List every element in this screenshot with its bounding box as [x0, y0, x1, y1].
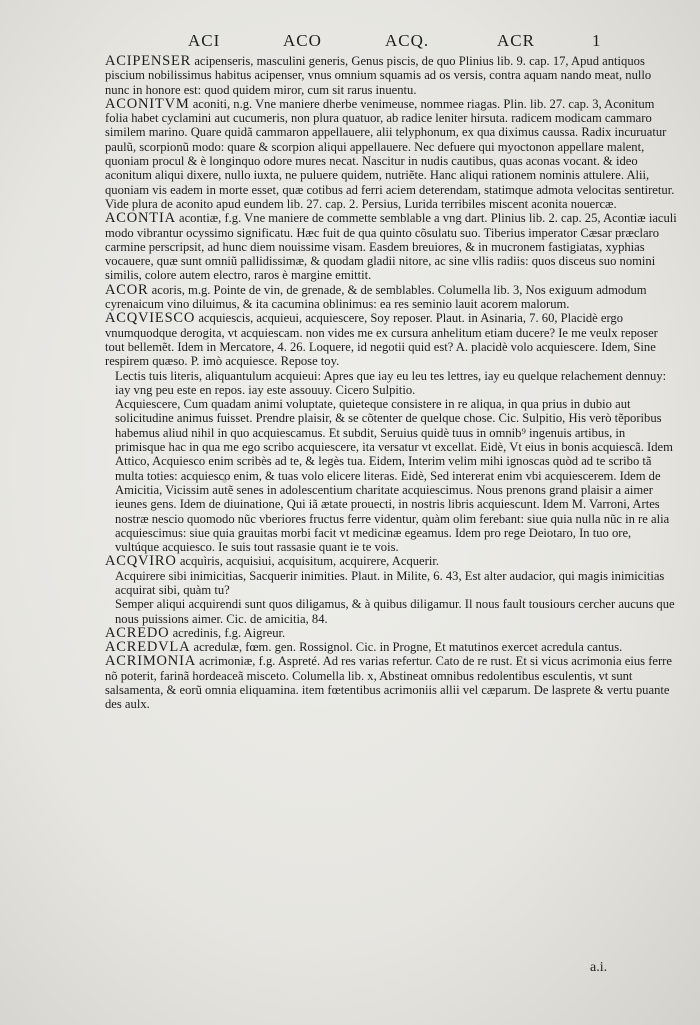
entry-text: acipenseris, masculini generis, Genus piscis, de quo Plinius lib. 9. cap. 17, Apud antiquos piscium nobilissimus habitus acipenser, vnus omnium squamis ad os versis, contra aquam nando meat, nullo nunc in honore est: quod quidem miror, cum sit rarus inuentu.: [105, 54, 652, 97]
running-head: [0, 31, 700, 53]
headword: ACONITVM: [105, 95, 190, 112]
running-head-acr: ACR: [497, 31, 535, 50]
entry-text: Acquirere sibi inimicitias, Sacquerir inimities. Plaut. in Milite, 6. 43, Est alter audacior, qui magis inimicitias acquirat sibi, quàm tu?: [115, 568, 665, 597]
entry-acrimonia: [105, 654, 677, 711]
entry-acquiesco: [105, 311, 677, 368]
entry-text: acquiescis, acquieui, acquiescere, Soy reposer. Plaut. in Asinaria, 7. 60, Placidè ergo vnumquodque derogita, vt acquiescam. non vides me ex cursura anhelitum etiam ducere? Ie me veulx reposer tout bellemẽt. Idem in Mercatore, 4. 26. Loquere, id negotii quid est? A. placidè volo acquiescere. Idem, Sine respirem quæso. P. imò acquiesce. Repose toy.: [105, 311, 658, 369]
entry-text: Lectis tuis literis, aliquantulum acquieui: Apres que iay eu leu tes lettres, iay eu quelque relachement dennuy: iay vng peu este en repos. iay este assouuy. Cicero Sulpitio.: [115, 368, 667, 397]
entry-text: acoris, m.g. Pointe de vin, de grenade, & de semblables. Columella lib. 3, Nos exiguum admodum cyrenaicum vino diluimus, & ita cacumina oblinimus: ea res seminio lauit acorem malorum.: [105, 282, 647, 312]
subentry-acquiescere: [105, 397, 677, 554]
headword: ACOR: [105, 281, 149, 298]
subentry-semper: [105, 597, 677, 626]
entry-text: acquìris, acquisiui, acquisitum, acquirere, Acquerir.: [179, 554, 439, 569]
headword: ACRIMONIA: [105, 653, 196, 670]
entry-text: aconiti, n.g. Vne maniere dherbe venimeuse, nommee riagas. Plin. lib. 27. cap. 3, Aconitum folia habet cyclamini aut cucumeris, non plura quatuor, ab radice leniter hirsuta. radicem modicam cammaro similem marino. Quare quidã cammaron appellauere, alii telyphonum, ex qua diximus caussa. Radix incuruatur paulũ, scorpionũ modo: quare & scorpion aliqui appellauere. Nec defuere qui myoctonon appellare malent, quoniam procul & è longinquo odore mures necat. Nascitur in nudis cautibus, quas aconas vocant. & ideo aconitum aliqui dixere, nullo iuxta, ne puluere quidem, nutriẽte. Hanc aliqui rationem nominis attulere. Alii, quoniam vis eadem in morte esset, quæ cotibus ad ferri aciem deterendam, statimque admota velocitas sentiretur. Vide plura de aconito apud eundem lib. 27. cap. 2. Persius, Lurida terribiles miscent aconita nouercæ.: [105, 96, 675, 211]
entry-acredo: [105, 626, 677, 640]
subentry-acquirere: [105, 569, 677, 598]
entry-text: acrimoniæ, f.g. Aspreté. Ad res varias refertur. Cato de re rust. Et si vicus acrimonia eius ferre nõ poterit, farinã hordeaceã misceto. Columella lib. x, Abstineat omnibus redolentibus esculentis, vt sunt salsamenta, & eorũ omnia eliquamina. item fœtentibus acrimoniis allii vel cæparum. De lasprete & vertu puante des aulx.: [105, 654, 672, 712]
entry-acipenser: [105, 54, 677, 97]
entry-text: acontiæ, f.g. Vne maniere de commette semblable a vng dart. Plinius lib. 2. cap. 25, Acontiæ iaculi modo vibrantur ocyssimo significatu. Hæc fuit de qua quinto cõsulatu suo. Tiberius imperator Cæsar præclaro carmine perscripsit, ad hunc diem nouissime visam. Easdem breuiores, & in mucronem fastigiatas, xyphias vocauere, quæ sunt omniũ pallidissimæ, & quodam gladii nitore, ac sine vllis radiis: quos disceus suo nomini similis, colore autem electro, raros è margine emittit.: [105, 211, 677, 283]
running-head-aci: ACI: [188, 31, 221, 50]
entry-text: Acquiescere, Cum quadam animi voluptate, quieteque consistere in re aliqua, in qua prius in dubio aut solicitudine animus fuisset. Prendre plaisir, & se cõtenter de quelque chose. Cic. Sulpitio, His verò tẽporibus habemus aliud nihil in quo acquiescamus. Et subdit, Seruius quidè tuus in omnib⁹ ingenuis artibus, in primisque hac in qua me ego scribo acquiescere, ita versatur vt excellat. Eidè, Vt eius in bonis acquiescã. Idem Attico, Acquiesco enim scribès ad te, & legès tua. Eidem, Interim velim mihi ignoscas quòd ad te scribo tã multa toties: acquiesco enim, & tuas volo elicere literas. Eidè, Sed intererat enim vbi acquiescerem. Idem de Amicitia, Vicissim autẽ senes in adolescentium charitate acquiescimus. Nous prenons grand plaisir a aimer ieunes gens. Idem de diuinatione, Qui iã ætate prouecti, in nostris libris acquiescunt. Idem M. Varroni, Artes nostræ nescio quomodo nũc vberiores fructus ferre videntur, quàm olim ferebant: siue quia nulla nũc in re alia acquiescimus: siue quia grauitas morbi facit vt medicinæ egeamus. Idem pro rege Deiotaro, In tuo ore, vultúque acquiesco. Ie suis tout rassasie quant ie te vois.: [115, 397, 673, 555]
entry-acor: [105, 283, 677, 312]
entry-text: acredinis, f.g. Aigreur.: [172, 625, 286, 640]
running-head-aco: ACO: [283, 31, 322, 50]
headword: ACONTIA: [105, 210, 176, 227]
entry-acredula: [105, 640, 677, 654]
entry-acontia: [105, 211, 677, 282]
subentry-lectis: [105, 369, 677, 398]
page-number: 1: [592, 31, 602, 50]
headword: ACREDVLA: [105, 639, 191, 656]
signature-mark: a.i.: [590, 960, 608, 975]
entry-text: acredulæ, fœm. gen. Rossignol. Cic. in Progne, Et matutinos exercet acredula cantus.: [193, 640, 623, 655]
dictionary-text: [105, 54, 677, 712]
entry-text: Semper aliqui acquirendi sunt quos diligamus, & à quibus diligamur. Il nous fault tousiours cercher aucuns que nous puissions aimer. Cic. de amicitia, 84.: [115, 597, 675, 626]
entry-aconitum: [105, 97, 677, 211]
headword: ACQVIRO: [105, 553, 177, 570]
headword: ACQVIESCO: [105, 310, 196, 327]
headword: ACREDO: [105, 624, 170, 641]
running-head-acq: ACQ.: [385, 31, 430, 50]
entry-acquiro: [105, 554, 677, 568]
headword: ACIPENSER: [105, 53, 192, 69]
